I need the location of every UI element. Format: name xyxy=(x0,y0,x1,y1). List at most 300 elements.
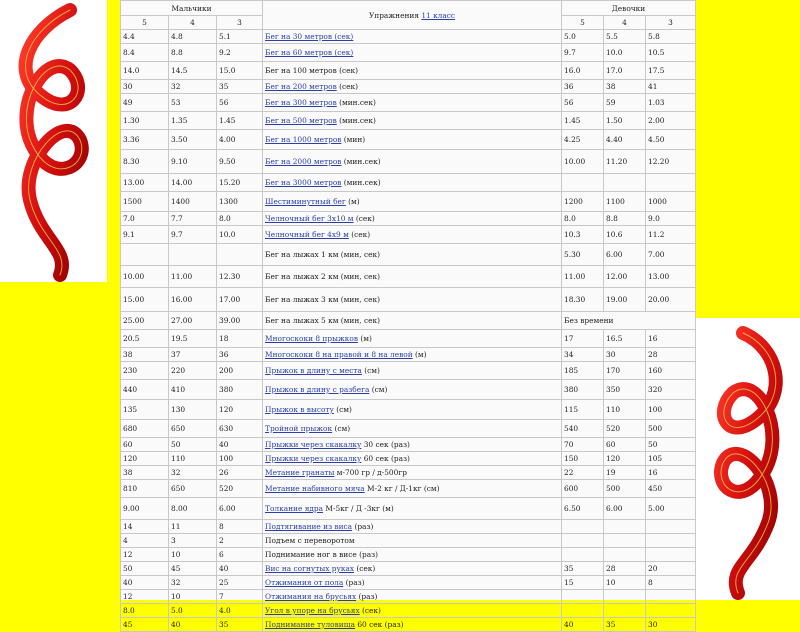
boys-norm-cell: 45 xyxy=(121,618,169,632)
boys-norm-cell: 200 xyxy=(217,362,263,380)
girls-norm-cell xyxy=(562,174,604,192)
boys-norm-cell: 5.0 xyxy=(169,604,217,618)
boys-norm-cell: 8 xyxy=(217,520,263,534)
exercise-link[interactable]: Многоскоки 8 прыжков xyxy=(265,334,359,343)
girls-norm-cell: 11.2 xyxy=(646,226,696,244)
exercise-link[interactable]: Многоскоки 8 на правой и 8 на левой xyxy=(265,350,413,359)
girls-norm-cell xyxy=(604,590,646,604)
exercise-text: Подъем с переворотом xyxy=(265,536,355,545)
exercise-text: (сек) xyxy=(354,564,376,573)
exercise-text: (мин.сек) xyxy=(341,157,381,166)
boys-norm-cell: 19.5 xyxy=(169,330,217,348)
table-row xyxy=(121,604,696,618)
table-row xyxy=(121,480,696,498)
boys-norm-cell: 7 xyxy=(217,590,263,604)
boys-norm-cell: 17.00 xyxy=(217,288,263,312)
girls-norm-cell: 19.00 xyxy=(604,288,646,312)
exercise-link[interactable]: Толкание ядра xyxy=(265,504,324,513)
boys-norm-cell: 8.0 xyxy=(121,604,169,618)
boys-norm-cell: 4.0 xyxy=(217,604,263,618)
table-row xyxy=(121,452,696,466)
boys-norm-cell: 40 xyxy=(121,576,169,590)
girls-norm-cell: 2.00 xyxy=(646,112,696,130)
boys-norm-cell: 11 xyxy=(169,520,217,534)
table-row xyxy=(121,438,696,452)
boys-norm-cell xyxy=(121,244,169,266)
exercise-text: (сек) xyxy=(353,214,375,223)
boys-norm-cell: 45 xyxy=(169,562,217,576)
girls-norm-cell: 110 xyxy=(604,400,646,420)
ribbon-left-image xyxy=(0,0,107,282)
girls-norm-cell xyxy=(562,534,604,548)
boys-norm-cell: 650 xyxy=(169,420,217,438)
girls-norm-cell: 150 xyxy=(562,452,604,466)
boys-norm-cell: 50 xyxy=(169,438,217,452)
exercise-text: (см) xyxy=(361,366,380,375)
boys-norm-cell: 40 xyxy=(217,438,263,452)
boys-norm-cell: 8.4 xyxy=(121,44,169,62)
boys-norm-cell: 4.00 xyxy=(217,130,263,150)
table-row xyxy=(121,590,696,604)
girls-norm-cell: 16 xyxy=(646,466,696,480)
girls-norm-cell: 1.45 xyxy=(562,112,604,130)
table-row xyxy=(121,212,696,226)
exercise-link[interactable]: Бег на 60 метров (сек) xyxy=(265,48,354,57)
exercise-cell xyxy=(263,62,562,80)
boys-norm-cell: 9.7 xyxy=(169,226,217,244)
exercise-link[interactable]: Челночный бег 3х10 м xyxy=(265,214,354,223)
girls-norm-cell: 6.00 xyxy=(604,244,646,266)
exercise-text: (мин.сек) xyxy=(336,98,376,107)
table-row xyxy=(121,362,696,380)
table-row xyxy=(121,562,696,576)
norms-table xyxy=(120,0,696,632)
girls-norm-cell: 8 xyxy=(646,576,696,590)
exercise-cell xyxy=(263,520,562,534)
boys-norm-cell: 4.4 xyxy=(121,30,169,44)
boys-norm-cell: 25.00 xyxy=(121,312,169,330)
girls-norm-cell: Без времени xyxy=(562,312,696,330)
exercise-link[interactable]: Метание гранаты xyxy=(265,468,335,477)
exercises-header xyxy=(263,1,562,30)
table-header-row xyxy=(121,1,696,16)
girls-norm-cell: 17 xyxy=(562,330,604,348)
exercise-text: Бег на лыжах 5 км (мин, сек) xyxy=(265,316,380,325)
boys-norm-cell: 56 xyxy=(217,94,263,112)
exercise-link[interactable]: Бег на 200 метров xyxy=(265,82,337,91)
exercise-link[interactable]: Подтягивание из виса xyxy=(265,522,353,531)
boys-norm-cell: 650 xyxy=(169,480,217,498)
girls-norm-cell: 540 xyxy=(562,420,604,438)
boys-norm-cell: 810 xyxy=(121,480,169,498)
girls-norm-cell: 500 xyxy=(646,420,696,438)
girls-norm-cell: 35 xyxy=(562,562,604,576)
girls-norm-cell: 16 xyxy=(646,330,696,348)
girls-norm-cell: 17.0 xyxy=(604,62,646,80)
girls-norm-cell xyxy=(562,520,604,534)
boys-norm-cell: 8.0 xyxy=(217,212,263,226)
exercise-cell xyxy=(263,192,562,212)
exercise-text: (м) xyxy=(412,350,427,359)
exercise-text: м-700 гр / д-500гр xyxy=(334,468,407,477)
girls-norm-cell: 28 xyxy=(604,562,646,576)
girls-norm-cell: 1.50 xyxy=(604,112,646,130)
exercise-text: Поднимание ног в висе (раз) xyxy=(265,550,379,559)
exercise-cell xyxy=(263,80,562,94)
girls-norm-cell: 10.3 xyxy=(562,226,604,244)
exercise-link[interactable]: Поднимание туловища xyxy=(265,620,355,629)
girls-norm-cell: 10.0 xyxy=(604,44,646,62)
girls-norm-cell: 30 xyxy=(646,618,696,632)
table-row xyxy=(121,62,696,80)
exercise-cell xyxy=(263,380,562,400)
girls-norm-cell xyxy=(604,174,646,192)
table-row xyxy=(121,226,696,244)
girls-norm-cell: 520 xyxy=(604,420,646,438)
girls-norm-cell: 59 xyxy=(604,94,646,112)
exercise-text: М-2 кг / Д-1кг (см) xyxy=(364,484,440,493)
girls-norm-cell: 5.8 xyxy=(646,30,696,44)
boys-norm-cell: 32 xyxy=(169,80,217,94)
girls-grade-3: 3 xyxy=(646,16,696,30)
girls-norm-cell xyxy=(646,520,696,534)
girls-norm-cell xyxy=(604,604,646,618)
table-row xyxy=(121,312,696,330)
norms-sheet xyxy=(120,0,695,629)
girls-norm-cell: 36 xyxy=(562,80,604,94)
table-row xyxy=(121,498,696,520)
table-row xyxy=(121,330,696,348)
girls-norm-cell: 4.25 xyxy=(562,130,604,150)
exercise-text: (сек) xyxy=(359,606,381,615)
boys-norm-cell: 32 xyxy=(169,576,217,590)
boys-norm-cell: 380 xyxy=(217,380,263,400)
boys-norm-cell: 40 xyxy=(169,618,217,632)
exercise-link[interactable]: Прыжок в высоту xyxy=(265,405,334,414)
exercise-link[interactable]: Бег на 30 метров (сек) xyxy=(265,32,354,41)
girls-norm-cell xyxy=(604,548,646,562)
girls-norm-cell: 5.0 xyxy=(562,30,604,44)
exercise-link[interactable]: Прыжки через скакалку xyxy=(265,440,362,449)
girls-norm-cell xyxy=(562,604,604,618)
girls-norm-cell: 9.7 xyxy=(562,44,604,62)
girls-norm-cell: 600 xyxy=(562,480,604,498)
boys-norm-cell: 135 xyxy=(121,400,169,420)
table-row xyxy=(121,348,696,362)
girls-norm-cell: 1200 xyxy=(562,192,604,212)
boys-norm-cell: 49 xyxy=(121,94,169,112)
boys-grade-5: 5 xyxy=(121,16,169,30)
exercise-cell xyxy=(263,498,562,520)
table-row xyxy=(121,400,696,420)
exercise-text: (мин) xyxy=(341,135,366,144)
exercise-text: Бег на лыжах 3 км (мин, сек) xyxy=(265,295,380,304)
boys-norm-cell: 12 xyxy=(121,548,169,562)
boys-norm-cell: 15.00 xyxy=(121,288,169,312)
exercise-cell xyxy=(263,130,562,150)
girls-norm-cell: 500 xyxy=(604,480,646,498)
girls-norm-cell: 60 xyxy=(604,438,646,452)
girls-norm-cell: 170 xyxy=(604,362,646,380)
exercise-text: (раз) xyxy=(343,578,365,587)
boys-norm-cell: 4 xyxy=(121,534,169,548)
girls-norm-cell: 20.00 xyxy=(646,288,696,312)
exercise-link[interactable]: Прыжки через скакалку xyxy=(265,454,362,463)
exercise-link[interactable]: Бег на 500 метров xyxy=(265,116,337,125)
exercises-header-text: Упражнения xyxy=(368,10,422,20)
girls-norm-cell xyxy=(604,534,646,548)
exercise-link[interactable]: Бег на 2000 метров xyxy=(265,157,342,166)
boys-norm-cell: 20.5 xyxy=(121,330,169,348)
exercise-text: Бег на 100 метров (сек) xyxy=(265,66,358,75)
exercise-link[interactable]: Отжимания от пола xyxy=(265,578,344,587)
girls-norm-cell: 350 xyxy=(604,380,646,400)
boys-norm-cell xyxy=(217,244,263,266)
boys-norm-cell: 26 xyxy=(217,466,263,480)
table-row xyxy=(121,618,696,632)
girls-norm-cell: 40 xyxy=(562,618,604,632)
boys-norm-cell: 50 xyxy=(121,562,169,576)
girls-norm-cell: 4.50 xyxy=(646,130,696,150)
table-row xyxy=(121,288,696,312)
exercise-text: (см) xyxy=(332,424,351,433)
boys-norm-cell: 3.36 xyxy=(121,130,169,150)
exercise-link[interactable]: Отжимания на брусьях xyxy=(265,592,357,601)
boys-norm-cell: 6.00 xyxy=(217,498,263,520)
girls-norm-cell xyxy=(646,534,696,548)
girls-norm-cell: 6.00 xyxy=(604,498,646,520)
boys-grade-4: 4 xyxy=(169,16,217,30)
boys-norm-cell: 8.00 xyxy=(169,498,217,520)
girls-norm-cell: 5.5 xyxy=(604,30,646,44)
exercise-cell xyxy=(263,466,562,480)
girls-norm-cell: 56 xyxy=(562,94,604,112)
boys-norm-cell: 36 xyxy=(217,348,263,362)
boys-norm-cell: 7.0 xyxy=(121,212,169,226)
girls-norm-cell xyxy=(646,590,696,604)
boys-norm-cell: 1400 xyxy=(169,192,217,212)
girls-norm-cell: 50 xyxy=(646,438,696,452)
girls-norm-cell: 13.00 xyxy=(646,266,696,288)
exercise-cell xyxy=(263,452,562,466)
girls-norm-cell xyxy=(562,548,604,562)
boys-norm-cell: 60 xyxy=(121,438,169,452)
table-row xyxy=(121,534,696,548)
boys-norm-cell: 9.10 xyxy=(169,150,217,174)
boys-norm-cell: 14 xyxy=(121,520,169,534)
boys-norm-cell: 35 xyxy=(217,618,263,632)
boys-norm-cell: 7.7 xyxy=(169,212,217,226)
girls-norm-cell: 1.03 xyxy=(646,94,696,112)
boys-norm-cell: 32 xyxy=(169,466,217,480)
boys-norm-cell: 10 xyxy=(169,548,217,562)
boys-norm-cell: 3.50 xyxy=(169,130,217,150)
boys-norm-cell: 120 xyxy=(121,452,169,466)
exercise-cell xyxy=(263,548,562,562)
girls-norm-cell xyxy=(646,548,696,562)
boys-norm-cell: 35 xyxy=(217,80,263,94)
girls-norm-cell: 4.40 xyxy=(604,130,646,150)
exercise-text: (см) xyxy=(369,385,388,394)
girls-norm-cell: 6.50 xyxy=(562,498,604,520)
girls-norm-cell: 105 xyxy=(646,452,696,466)
exercise-cell xyxy=(263,212,562,226)
girls-grade-4: 4 xyxy=(604,16,646,30)
exercise-text: (мин.сек) xyxy=(341,178,381,187)
girls-norm-cell: 9.0 xyxy=(646,212,696,226)
girls-norm-cell: 115 xyxy=(562,400,604,420)
girls-norm-cell: 16.5 xyxy=(604,330,646,348)
girls-norm-cell: 34 xyxy=(562,348,604,362)
exercise-cell xyxy=(263,400,562,420)
table-row xyxy=(121,576,696,590)
exercise-cell xyxy=(263,576,562,590)
boys-norm-cell: 120 xyxy=(217,400,263,420)
boys-norm-cell: 27.00 xyxy=(169,312,217,330)
girls-norm-cell: 11.20 xyxy=(604,150,646,174)
exercise-link[interactable]: Бег на 1000 метров xyxy=(265,135,342,144)
girls-norm-cell: 16.0 xyxy=(562,62,604,80)
class-link[interactable]: 11 класс xyxy=(421,10,456,20)
boys-norm-cell: 14.00 xyxy=(169,174,217,192)
table-row xyxy=(121,244,696,266)
exercise-cell xyxy=(263,288,562,312)
boys-norm-cell: 130 xyxy=(169,400,217,420)
table-row xyxy=(121,150,696,174)
boys-header: Мальчики xyxy=(121,1,263,16)
boys-norm-cell: 12.30 xyxy=(217,266,263,288)
girls-grade-5: 5 xyxy=(562,16,604,30)
exercise-cell xyxy=(263,420,562,438)
exercise-cell xyxy=(263,534,562,548)
girls-norm-cell xyxy=(646,174,696,192)
exercise-cell xyxy=(263,44,562,62)
girls-norm-cell: 35 xyxy=(604,618,646,632)
girls-norm-cell: 17.5 xyxy=(646,62,696,80)
exercise-text: 30 сек (раз) xyxy=(361,440,410,449)
exercise-cell xyxy=(263,94,562,112)
girls-header: Девочки xyxy=(562,1,696,16)
red-ribbon-icon xyxy=(0,0,107,282)
boys-norm-cell: 6 xyxy=(217,548,263,562)
table-row xyxy=(121,112,696,130)
boys-norm-cell: 37 xyxy=(169,348,217,362)
boys-norm-cell: 53 xyxy=(169,94,217,112)
exercise-cell xyxy=(263,438,562,452)
boys-norm-cell: 440 xyxy=(121,380,169,400)
girls-norm-cell: 12.20 xyxy=(646,150,696,174)
exercise-text: 60 сек (раз) xyxy=(355,620,404,629)
exercise-text: (мин.сек) xyxy=(336,116,376,125)
table-row xyxy=(121,548,696,562)
exercise-link[interactable]: Шестиминутный бег xyxy=(265,197,346,206)
ribbon-right-image xyxy=(693,318,800,600)
boys-norm-cell: 1500 xyxy=(121,192,169,212)
boys-norm-cell: 13.00 xyxy=(121,174,169,192)
exercise-cell xyxy=(263,330,562,348)
exercise-text: М-5кг / Д -3кг (м) xyxy=(323,504,394,513)
boys-norm-cell: 30 xyxy=(121,80,169,94)
boys-norm-cell: 680 xyxy=(121,420,169,438)
exercise-link[interactable]: Прыжок в длину с разбега xyxy=(265,385,370,394)
exercise-text: (сек) xyxy=(336,82,358,91)
girls-norm-cell: 10 xyxy=(604,576,646,590)
boys-norm-cell: 4.8 xyxy=(169,30,217,44)
girls-norm-cell: 41 xyxy=(646,80,696,94)
girls-norm-cell: 185 xyxy=(562,362,604,380)
table-row xyxy=(121,266,696,288)
boys-norm-cell: 16.00 xyxy=(169,288,217,312)
exercise-link[interactable]: Вис на согнутых руках xyxy=(265,564,355,573)
girls-norm-cell: 19 xyxy=(604,466,646,480)
boys-norm-cell: 100 xyxy=(217,452,263,466)
boys-norm-cell: 9.1 xyxy=(121,226,169,244)
exercise-link[interactable]: Тройной прыжок xyxy=(265,424,333,433)
boys-norm-cell: 110 xyxy=(169,452,217,466)
boys-norm-cell: 14.0 xyxy=(121,62,169,80)
table-row xyxy=(121,192,696,212)
exercise-cell xyxy=(263,244,562,266)
table-row xyxy=(121,94,696,112)
table-row xyxy=(121,380,696,400)
girls-norm-cell: 380 xyxy=(562,380,604,400)
girls-norm-cell: 18.30 xyxy=(562,288,604,312)
girls-norm-cell: 10.00 xyxy=(562,150,604,174)
boys-norm-cell: 15.0 xyxy=(217,62,263,80)
girls-norm-cell: 11.00 xyxy=(562,266,604,288)
girls-norm-cell: 20 xyxy=(646,562,696,576)
girls-norm-cell: 10.6 xyxy=(604,226,646,244)
boys-norm-cell: 3 xyxy=(169,534,217,548)
exercise-link[interactable]: Бег на 3000 метров xyxy=(265,178,342,187)
girls-norm-cell: 100 xyxy=(646,400,696,420)
exercise-cell xyxy=(263,618,562,632)
exercise-text: (м) xyxy=(345,197,360,206)
girls-norm-cell: 15 xyxy=(562,576,604,590)
girls-norm-cell: 22 xyxy=(562,466,604,480)
girls-norm-cell: 38 xyxy=(604,80,646,94)
boys-norm-cell: 38 xyxy=(121,466,169,480)
girls-norm-cell: 1000 xyxy=(646,192,696,212)
girls-norm-cell: 10.5 xyxy=(646,44,696,62)
girls-norm-cell: 12.00 xyxy=(604,266,646,288)
table-row xyxy=(121,80,696,94)
girls-norm-cell xyxy=(604,520,646,534)
girls-norm-cell: 8.8 xyxy=(604,212,646,226)
boys-norm-cell: 40 xyxy=(217,562,263,576)
boys-norm-cell: 230 xyxy=(121,362,169,380)
exercise-link[interactable]: Угол в упоре на брусьях xyxy=(265,606,360,615)
table-row xyxy=(121,174,696,192)
exercise-link[interactable]: Прыжок в длину с места xyxy=(265,366,362,375)
exercise-text: (раз) xyxy=(356,592,378,601)
boys-norm-cell: 2 xyxy=(217,534,263,548)
table-row xyxy=(121,130,696,150)
exercise-cell xyxy=(263,30,562,44)
boys-norm-cell: 8.8 xyxy=(169,44,217,62)
exercise-link[interactable]: Бег на 300 метров xyxy=(265,98,337,107)
boys-norm-cell: 12 xyxy=(121,590,169,604)
exercise-text: (раз) xyxy=(352,522,374,531)
exercise-text: (см) xyxy=(333,405,352,414)
exercise-link[interactable]: Метание набивного мяча xyxy=(265,484,365,493)
exercise-link[interactable]: Челночный бег 4х9 м xyxy=(265,230,349,239)
boys-norm-cell: 9.50 xyxy=(217,150,263,174)
exercise-cell xyxy=(263,604,562,618)
girls-norm-cell: 160 xyxy=(646,362,696,380)
boys-norm-cell: 1300 xyxy=(217,192,263,212)
exercise-cell xyxy=(263,112,562,130)
